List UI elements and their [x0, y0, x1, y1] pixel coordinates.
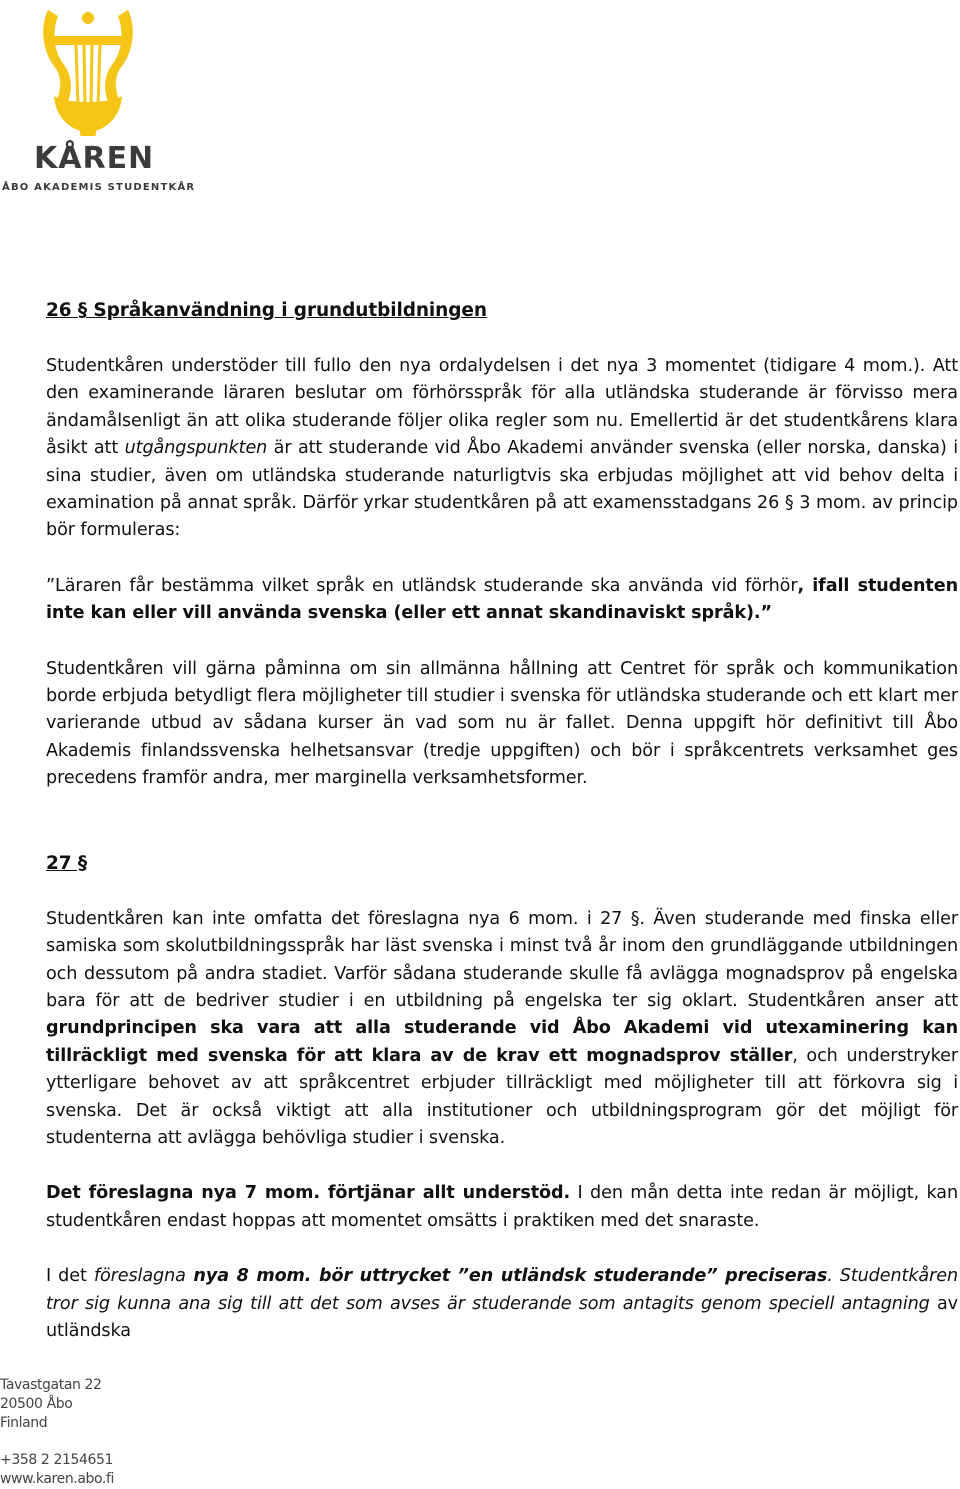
footer-website-link[interactable]: www.karen.abo.fi — [0, 1471, 114, 1487]
logo-name: KÅREN — [34, 141, 155, 176]
karen-logo — [0, 0, 200, 200]
text-run: I den mån detta inte redan är möjligt, kan studentkåren endast hoppas att momentet omsätts i praktiken med det snaraste. — [46, 1183, 959, 1231]
section-26-paragraph-2: Studentkåren vill gärna påminna om sin allmänna hållning att Centret för språk och kommunikation borde erbjuda betydligt flera möjligheter till studier i svenska för utländska studerande och ett klart mer varierande utbud av sådana kurser än vad som nu är fallet. Denna uppgift hör definitivt till Åbo Akademis finlandssvenska helhetsansvar (tredje uppgiften) och bör i språkcentrets verksamhet ges precedens framför andra, mer marginella verksamhetsformer. — [46, 658, 958, 789]
section-26-heading: 26 § Språkanvändning i grundutbildningen — [46, 300, 487, 321]
footer-contact — [0, 1376, 114, 1489]
logo-subtitle: ÅBO AKADEMIS STUDENTKÅR — [2, 182, 196, 193]
section-27-paragraph-3 — [46, 1263, 958, 1345]
proposed-wording-quote — [46, 573, 958, 628]
footer-city: 20500 Åbo — [0, 1396, 73, 1412]
footer-phone: +358 2 2154651 — [0, 1452, 114, 1468]
quote-addition-bold: , ifall studenten inte kan eller vill använda svenska (eller ett annat skandinaviskt språk).” — [46, 575, 958, 624]
bold-text: grundprincipen ska vara att alla studerande vid Åbo Akademi vid utexaminering kan tillräckligt med svenska för att klara av de krav ett mognadsprov ställer — [46, 1018, 958, 1066]
text-run: Studentkåren understöder till fullo den nya ordalydelsen i det nya 3 momentet (tidigare 4 mom.). Att den examinerande läraren beslutar om förhörsspråk för alla utländska studerande är förvisso mera ändamålsenligt än att olika studerande följer olika regler som nu. Emellertid är det studentkårens klara åsikt att — [46, 356, 958, 459]
text-run: är att studerande vid Åbo Akademi använder svenska (eller norska, danska) i sina studier, även om utländska studerande naturligtvis ska erbjudas möjlighet att vid behov delta i examination på annat språk. Därför yrkar studentkåren på att examensstadgans 26 § 3 mom. av princip bör formuleras: — [46, 438, 958, 541]
document-body — [46, 296, 958, 1345]
emphasis-text: . Studentkåren tror sig kunna ana sig till att det som avses är studerande som antagits genom speciell antagning — [46, 1266, 958, 1314]
section-27-paragraph-1 — [46, 906, 958, 1153]
text-run: Studentkåren kan inte omfatta det föreslagna nya 6 mom. i 27 §. Även studerande med finska eller samiska som skolutbildningsspråk har läst svenska i minst två år inom den grundläggande utbildningen och dessutom på andra stadiet. Varför sådana studerande skulle få avlägga mognadsprov på engelska bara för att de bedriver studier i en utbildning på engelska ter sig oklart. Studentkåren anser att — [46, 908, 958, 1011]
text-run: , och understryker ytterligare behovet av att språkcentret erbjuder tillräckligt med möjligheter till att förkovra sig i svenska. Det är också viktigt att alla institutioner och utbildningsprogram gör det möjligt för studenterna att avlägga behövliga studier i svenska. — [46, 1045, 958, 1148]
footer-country: Finland — [0, 1415, 48, 1431]
bold-text: Det föreslagna nya 7 mom. förtjänar allt understöd. — [46, 1183, 571, 1204]
footer-street: Tavastgatan 22 — [0, 1377, 102, 1393]
text-run: av utländska — [46, 1293, 958, 1341]
section-26-paragraph-1 — [46, 353, 958, 545]
section-27-heading: 27 § — [46, 852, 88, 874]
bold-emphasis-text: nya 8 mom. bör uttrycket ”en utländsk studerande” preciseras — [185, 1266, 828, 1287]
emphasis-text: föreslagna — [93, 1266, 186, 1287]
section-27-paragraph-2 — [46, 1180, 958, 1235]
quote-text: ”Läraren får bestämma vilket språk en utländsk studerande ska använda vid förhör — [46, 575, 798, 596]
lyre-icon — [40, 6, 136, 136]
text-run: I det — [46, 1266, 94, 1287]
emphasis-text: utgångspunkten — [124, 438, 268, 459]
